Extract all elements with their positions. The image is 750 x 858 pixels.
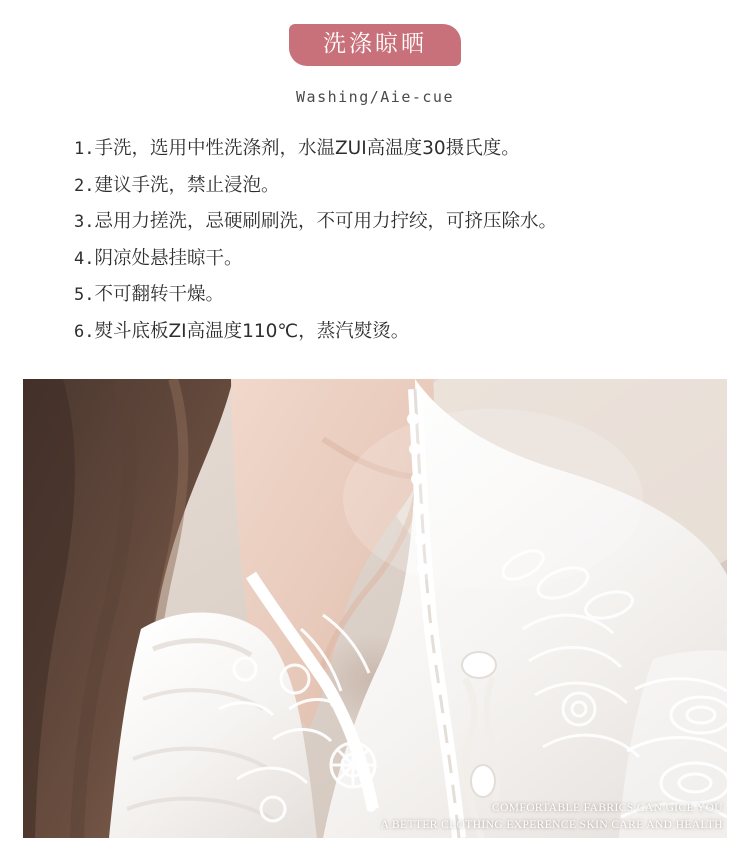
list-item-text: 阴凉处悬挂晾干。 [94, 247, 243, 269]
list-item-index: 2. [74, 175, 95, 196]
list-item-index: 6. [74, 321, 95, 342]
list-item [74, 320, 730, 342]
photo-caption-line1: COMFORTABLE FABRICS CAN GICE YOU [492, 801, 723, 814]
page-title: 洗涤晾晒 [289, 24, 461, 66]
list-item-index: 4. [74, 248, 95, 269]
care-instruction-list [0, 140, 750, 341]
product-photo [23, 379, 727, 838]
list-item [74, 140, 730, 159]
list-item [74, 247, 730, 269]
list-item-index: 5. [74, 285, 95, 306]
list-item-index: 1. [74, 139, 95, 160]
list-item-text: 建议手洗，禁止浸泡。 [94, 174, 280, 196]
header-badge-container [0, 0, 750, 66]
list-item [74, 174, 730, 196]
list-item [74, 286, 730, 305]
list-item [74, 213, 730, 232]
list-item-index: 3. [74, 212, 95, 233]
list-item-text: 熨斗底板ZI高温度110℃，蒸汽熨烫。 [94, 320, 410, 342]
photo-caption-line2: A BETTER CLOTHING EXPERENCE SKIN CARE AND HEALTH [380, 818, 723, 831]
page-subtitle: Washing/Aie-cue [296, 88, 454, 107]
list-item-text: 手洗，选用中性洗涤剂，水温ZUI高温度30摄氏度。 [94, 138, 520, 160]
photo-caption [381, 800, 723, 835]
list-item-text: 不可翻转干燥。 [94, 284, 224, 306]
list-item-text: 忌用力搓洗，忌硬刷刷洗，不可用力拧绞，可挤压除水。 [94, 211, 557, 233]
